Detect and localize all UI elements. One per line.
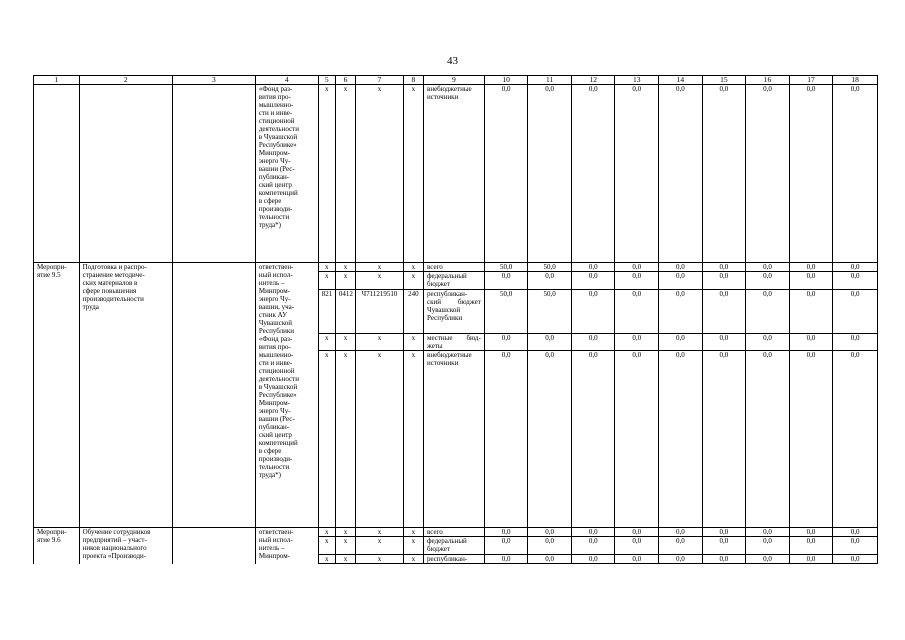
- event-id-cell: Меропри- ятие 9.5: [34, 263, 80, 528]
- executor-cell: ответствен- ный испол- нитель – Минпром- энерго Чу- вашии, уча- стник АУ Чувашской Республики «Фонд раз- вития про- мышленно- сти и инве- стиционной деятельности в Чувашской Республике» Минпром- энерго Чу- вашии (Рес- публикан- ский центр компетенций в сфере производи- тельности труда*): [255, 263, 318, 528]
- funding-source-cell: республикан-ский бюджет Чувашской Республики: [424, 290, 485, 334]
- value-cell: 0,0: [528, 351, 572, 528]
- budget-table: [33, 75, 878, 564]
- value-cell: 0,0: [615, 272, 659, 290]
- value-cell: 0,0: [746, 272, 790, 290]
- value-cell: x: [335, 528, 355, 537]
- value-cell: x: [335, 555, 355, 564]
- value-cell: 0,0: [702, 334, 746, 351]
- column-header: 7: [356, 76, 404, 85]
- value-cell: 0,0: [659, 351, 703, 528]
- value-cell: 0,0: [746, 334, 790, 351]
- column-header: 1: [34, 76, 80, 85]
- value-cell: 0,0: [702, 528, 746, 537]
- value-cell: 0,0: [746, 528, 790, 537]
- page-number: 43: [447, 55, 458, 67]
- value-cell: 0,0: [833, 537, 878, 555]
- value-cell: x: [403, 272, 423, 290]
- value-cell: 0,0: [833, 272, 878, 290]
- value-cell: x: [403, 537, 423, 555]
- value-cell: 0,0: [528, 555, 572, 564]
- value-cell: 50,0: [484, 290, 528, 334]
- value-cell: 0,0: [571, 334, 615, 351]
- value-cell: 0,0: [659, 290, 703, 334]
- value-cell: 0,0: [484, 85, 528, 263]
- value-cell: x: [335, 85, 355, 263]
- value-cell: 0,0: [615, 263, 659, 272]
- value-cell: 0,0: [702, 537, 746, 555]
- funding-source-cell: внебюджетные источники: [424, 85, 485, 263]
- value-cell: 0,0: [833, 290, 878, 334]
- event-name-cell: Подготовка и распро- странение методиче- ских материалов в сфере повышения производительности труда: [79, 263, 172, 528]
- value-cell: 0,0: [789, 555, 833, 564]
- value-cell: 0,0: [528, 528, 572, 537]
- value-cell: 0,0: [702, 272, 746, 290]
- funding-source-cell: федеральный бюджет: [424, 537, 485, 555]
- column-header: 4: [255, 76, 318, 85]
- executor-cell: ответствен- ный испол- нитель – Минпром-: [255, 528, 318, 564]
- column-header: 6: [335, 76, 355, 85]
- empty-cell: [172, 263, 255, 528]
- value-cell: 0412: [335, 290, 355, 334]
- value-cell: 0,0: [833, 351, 878, 528]
- value-cell: x: [403, 263, 423, 272]
- value-cell: x: [403, 351, 423, 528]
- column-header: 13: [615, 76, 659, 85]
- value-cell: x: [356, 528, 404, 537]
- value-cell: 0,0: [789, 272, 833, 290]
- value-cell: 50,0: [528, 290, 572, 334]
- value-cell: 0,0: [659, 263, 703, 272]
- value-cell: 50,0: [484, 263, 528, 272]
- value-cell: 0,0: [528, 272, 572, 290]
- column-header: 11: [528, 76, 572, 85]
- value-cell: 0,0: [528, 334, 572, 351]
- funding-source-cell: внебюджетные источники: [424, 351, 485, 528]
- value-cell: 0,0: [571, 351, 615, 528]
- value-cell: 0,0: [615, 528, 659, 537]
- value-cell: 0,0: [746, 85, 790, 263]
- value-cell: x: [318, 351, 335, 528]
- value-cell: 0,0: [571, 537, 615, 555]
- value-cell: 0,0: [571, 85, 615, 263]
- value-cell: 0,0: [789, 290, 833, 334]
- value-cell: 0,0: [789, 351, 833, 528]
- value-cell: x: [318, 528, 335, 537]
- event-name-cell: [79, 85, 172, 263]
- column-header: 3: [172, 76, 255, 85]
- value-cell: x: [318, 263, 335, 272]
- column-header: 17: [789, 76, 833, 85]
- value-cell: 0,0: [571, 272, 615, 290]
- value-cell: 0,0: [702, 351, 746, 528]
- value-cell: 0,0: [833, 528, 878, 537]
- column-header: 15: [702, 76, 746, 85]
- value-cell: 0,0: [528, 85, 572, 263]
- value-cell: 0,0: [659, 537, 703, 555]
- value-cell: x: [403, 334, 423, 351]
- value-cell: 0,0: [702, 555, 746, 564]
- value-cell: x: [318, 537, 335, 555]
- value-cell: x: [335, 334, 355, 351]
- value-cell: x: [403, 85, 423, 263]
- funding-source-cell: местные бюд-жеты: [424, 334, 485, 351]
- value-cell: 0,0: [789, 334, 833, 351]
- value-cell: 0,0: [659, 85, 703, 263]
- value-cell: 0,0: [571, 290, 615, 334]
- column-header: 12: [571, 76, 615, 85]
- value-cell: 0,0: [702, 85, 746, 263]
- value-cell: 0,0: [484, 272, 528, 290]
- event-name-cell: Обучение сотрудников предприятий – участ- ников национального проекта «Производи-: [79, 528, 172, 564]
- value-cell: 0,0: [528, 537, 572, 555]
- value-cell: 0,0: [659, 334, 703, 351]
- value-cell: 50,0: [528, 263, 572, 272]
- value-cell: 0,0: [833, 555, 878, 564]
- value-cell: 0,0: [746, 263, 790, 272]
- value-cell: x: [356, 351, 404, 528]
- value-cell: 0,0: [484, 351, 528, 528]
- value-cell: 0,0: [789, 537, 833, 555]
- value-cell: 0,0: [615, 351, 659, 528]
- executor-cell: «Фонд раз- вития про- мышленно- сти и инве- стиционной деятельности в Чувашской Республике» Минпром- энерго Чу- вашии (Рес- публикан- ский центр компетенций в сфере производи- тельности труда*): [255, 85, 318, 263]
- column-header: 16: [746, 76, 790, 85]
- value-cell: x: [356, 537, 404, 555]
- column-header: 5: [318, 76, 335, 85]
- column-header: 9: [424, 76, 485, 85]
- empty-cell: [172, 85, 255, 263]
- value-cell: x: [318, 272, 335, 290]
- event-id-cell: [34, 85, 80, 263]
- value-cell: 0,0: [702, 290, 746, 334]
- value-cell: 0,0: [833, 334, 878, 351]
- empty-cell: [172, 528, 255, 564]
- value-cell: x: [403, 528, 423, 537]
- value-cell: 0,0: [484, 537, 528, 555]
- value-cell: x: [335, 351, 355, 528]
- funding-source-cell: всего: [424, 263, 485, 272]
- table-body: [34, 85, 878, 564]
- value-cell: 0,0: [615, 555, 659, 564]
- funding-source-cell: республикан-: [424, 555, 485, 564]
- value-cell: 240: [403, 290, 423, 334]
- table-row: [34, 528, 878, 537]
- value-cell: 0,0: [571, 528, 615, 537]
- value-cell: x: [356, 263, 404, 272]
- value-cell: 0,0: [484, 555, 528, 564]
- value-cell: 0,0: [484, 334, 528, 351]
- value-cell: x: [356, 334, 404, 351]
- value-cell: 0,0: [746, 351, 790, 528]
- value-cell: 821: [318, 290, 335, 334]
- table-row: [34, 85, 878, 263]
- value-cell: 0,0: [659, 528, 703, 537]
- value-cell: 0,0: [833, 85, 878, 263]
- column-header: 18: [833, 76, 878, 85]
- column-header: 8: [403, 76, 423, 85]
- value-cell: x: [335, 272, 355, 290]
- value-cell: 0,0: [702, 263, 746, 272]
- value-cell: 0,0: [615, 334, 659, 351]
- value-cell: 0,0: [746, 290, 790, 334]
- value-cell: 0,0: [484, 528, 528, 537]
- value-cell: 0,0: [571, 555, 615, 564]
- value-cell: 0,0: [615, 85, 659, 263]
- value-cell: x: [356, 272, 404, 290]
- value-cell: 0,0: [659, 272, 703, 290]
- value-cell: x: [356, 85, 404, 263]
- value-cell: x: [356, 555, 404, 564]
- value-cell: 0,0: [571, 263, 615, 272]
- value-cell: x: [335, 537, 355, 555]
- value-cell: 0,0: [746, 555, 790, 564]
- value-cell: Ч711219510: [356, 290, 404, 334]
- value-cell: x: [318, 334, 335, 351]
- value-cell: 0,0: [789, 263, 833, 272]
- value-cell: 0,0: [789, 85, 833, 263]
- value-cell: x: [403, 555, 423, 564]
- value-cell: 0,0: [746, 537, 790, 555]
- column-header: 10: [484, 76, 528, 85]
- table-row: [34, 263, 878, 272]
- value-cell: x: [318, 555, 335, 564]
- value-cell: 0,0: [833, 263, 878, 272]
- value-cell: 0,0: [659, 555, 703, 564]
- value-cell: 0,0: [615, 537, 659, 555]
- funding-source-cell: федеральный бюджет: [424, 272, 485, 290]
- value-cell: 0,0: [789, 528, 833, 537]
- header-row: [34, 76, 878, 85]
- event-id-cell: Меропри- ятие 9.6: [34, 528, 80, 564]
- value-cell: 0,0: [615, 290, 659, 334]
- funding-source-cell: всего: [424, 528, 485, 537]
- value-cell: x: [335, 263, 355, 272]
- value-cell: x: [318, 85, 335, 263]
- column-header: 14: [659, 76, 703, 85]
- column-header: 2: [79, 76, 172, 85]
